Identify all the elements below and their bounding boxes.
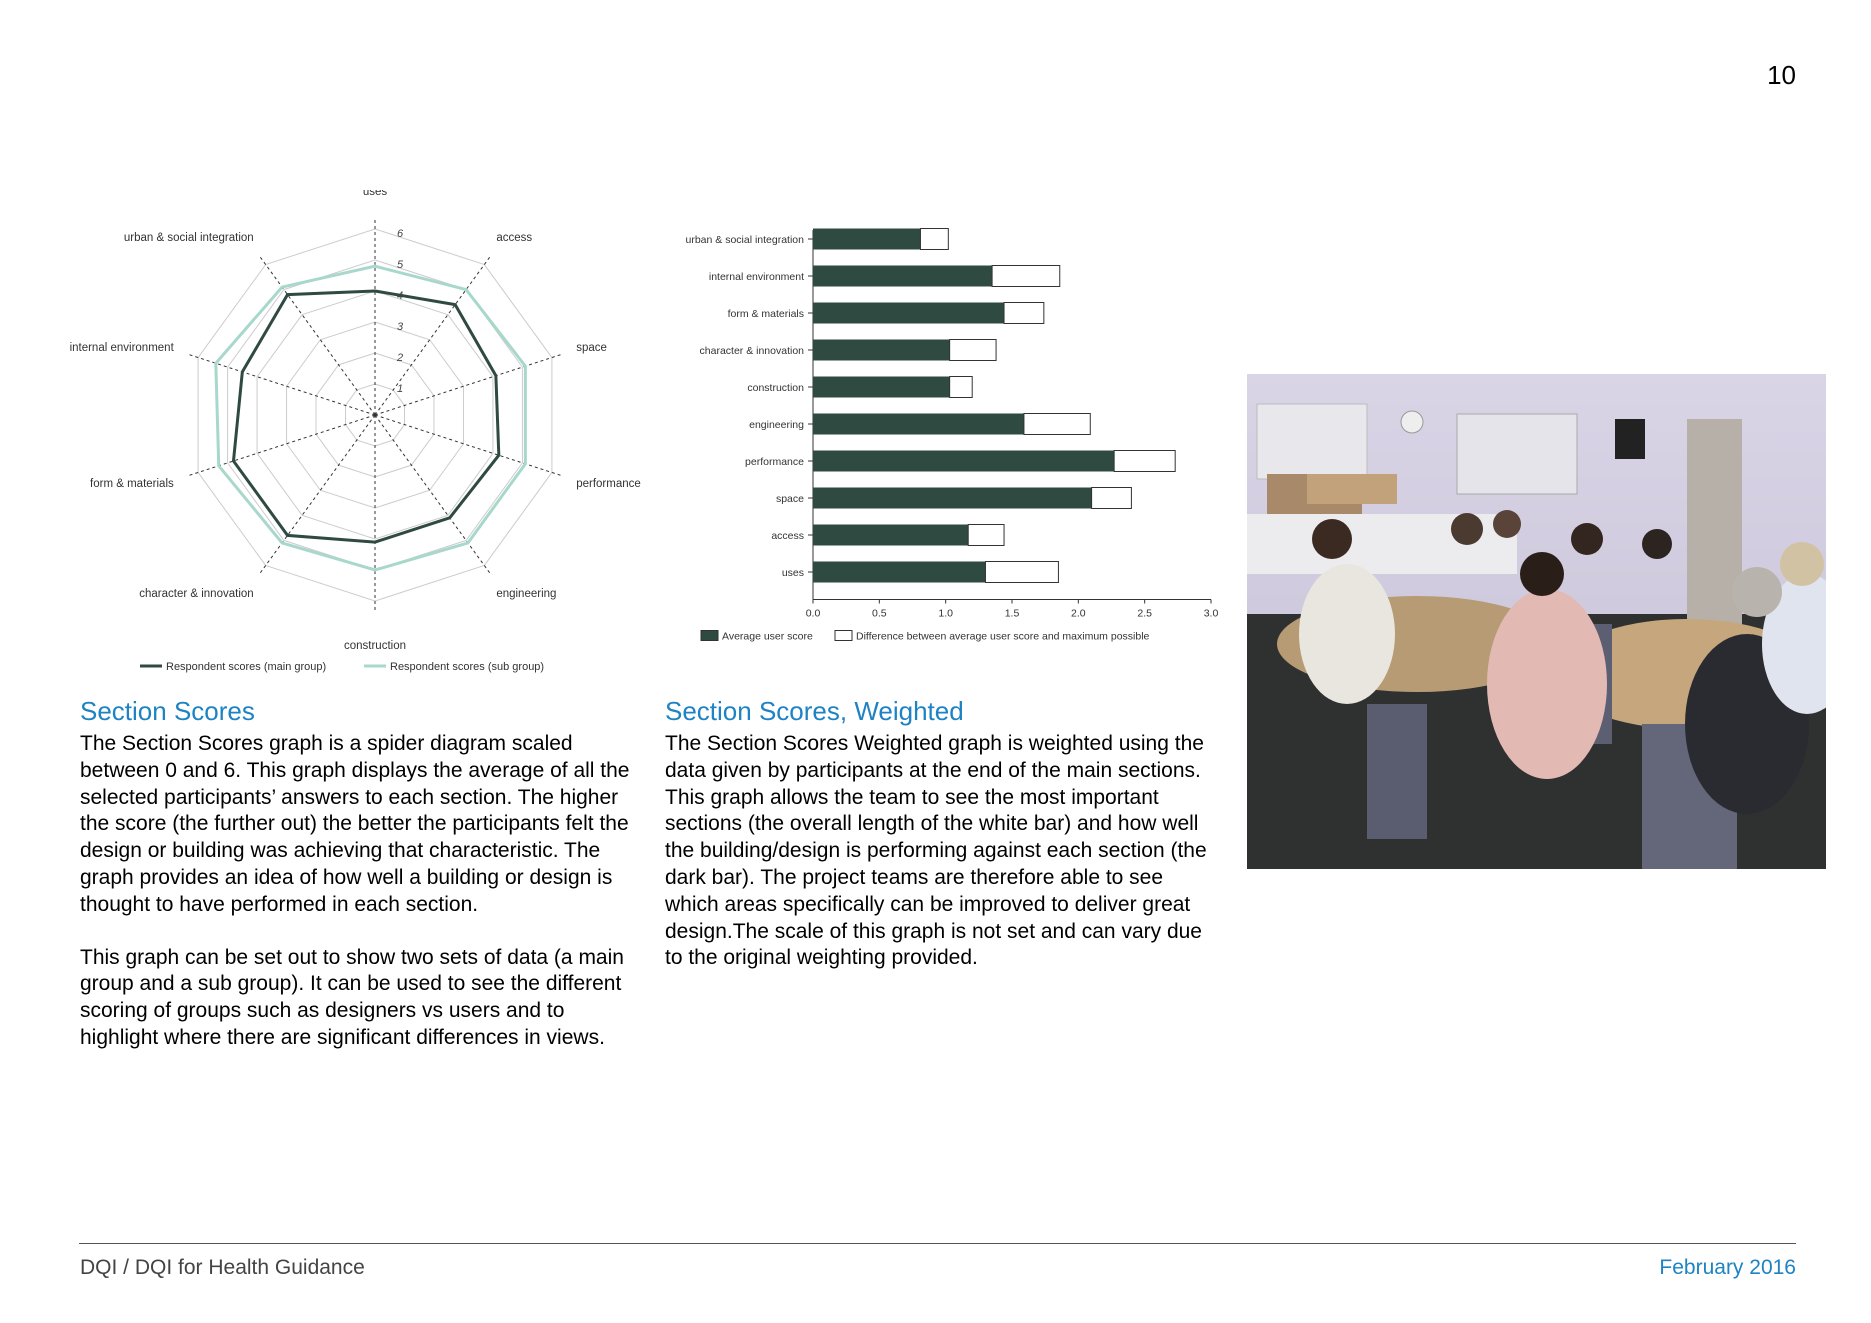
bar-category-label: construction <box>747 382 804 394</box>
bar-category-label: uses <box>781 567 804 579</box>
bar-category-label: engineering <box>749 419 804 431</box>
section-scores-weighted-title: Section Scores, Weighted <box>665 696 964 726</box>
footer-date: February 2016 <box>1659 1256 1796 1279</box>
radar-category-label: form & materials <box>90 477 174 490</box>
bar-legend-swatch <box>701 631 718 641</box>
radar-tick-label: 4 <box>397 290 404 302</box>
section-scores-paragraph-2: This graph can be set out to show two sets of data (a main group and a sub group). It can be used to see the different scoring of groups such as designers vs users and to highlight where there are significant differences in views. <box>80 945 624 1049</box>
radar-category-label: urban & social integration <box>123 232 254 245</box>
bar-average-score <box>813 414 1024 435</box>
bar-difference-to-max <box>985 562 1058 583</box>
bar-x-tick-label: 2.0 <box>1071 607 1086 620</box>
bar-x-tick-label: 1.5 <box>1004 607 1020 620</box>
radar-legend-label: Respondent scores (main group) <box>166 661 327 673</box>
radar-category-label: character & innovation <box>139 587 254 600</box>
radar-category-label: uses <box>362 190 388 198</box>
bar-x-tick-label: 0.0 <box>805 607 821 620</box>
bar-average-score <box>813 562 985 583</box>
radar-category-label: performance <box>576 477 641 490</box>
bar-x-tick-label: 1.0 <box>938 607 953 620</box>
footer-rule <box>79 1243 1796 1244</box>
bar-category-label: space <box>775 493 804 505</box>
bar-average-score <box>813 340 950 361</box>
bar-category-label: urban & social integration <box>685 234 804 246</box>
section-scores-weighted-block <box>665 696 1220 972</box>
bar-difference-to-max <box>992 266 1060 287</box>
section-scores-weighted-paragraph-1: The Section Scores Weighted graph is weighted using the data given by participants at the end of the main sections. This graph allows the team to see the most important sections (the overall length of the white bar) and how well the building/design is performing against each section (the dark bar). The project teams are therefore able to see which areas specifically can be improved to deliver great design.The scale of this graph is not set and can vary due to the original weighting provided. <box>665 732 1207 970</box>
bar-category-label: form & materials <box>727 308 804 320</box>
section-scores-title: Section Scores <box>80 696 255 726</box>
radar-series-line <box>216 266 526 570</box>
radar-category-label: access <box>496 232 533 245</box>
bar-average-score <box>813 451 1114 472</box>
radar-series-line <box>233 291 498 542</box>
radar-category-label: engineering <box>496 587 557 600</box>
bar-difference-to-max <box>950 377 973 398</box>
weighted-bar-chart <box>660 220 1220 670</box>
bar-category-label: access <box>771 530 804 542</box>
bar-legend-label: Average user score <box>722 630 813 643</box>
radar-tick-label: 6 <box>397 228 404 240</box>
bar-difference-to-max <box>968 525 1004 546</box>
section-scores-block <box>80 696 635 1052</box>
radar-category-label: internal environment <box>69 342 174 355</box>
workshop-photo <box>1247 374 1826 869</box>
bar-x-tick-label: 2.5 <box>1137 607 1152 620</box>
radar-tick-label: 5 <box>397 259 404 271</box>
radar-spoke <box>260 415 375 574</box>
radar-chart <box>50 190 660 675</box>
bar-difference-to-max <box>1114 451 1175 472</box>
radar-category-label: construction <box>343 640 407 652</box>
radar-tick-label: 2 <box>397 352 404 364</box>
bar-category-label: performance <box>745 456 804 468</box>
bar-legend-swatch <box>835 631 852 641</box>
radar-category-label: space <box>576 342 607 355</box>
page-number: 10 <box>1767 60 1796 90</box>
bar-category-label: internal environment <box>708 271 804 283</box>
bar-difference-to-max <box>1092 488 1132 509</box>
bar-average-score <box>813 303 1004 324</box>
radar-tick-label: 3 <box>397 321 404 333</box>
radar-spoke <box>375 415 561 476</box>
bar-category-label: character & innovation <box>699 345 804 357</box>
bar-legend-label: Difference between average user score and maximum possible <box>856 630 1150 643</box>
radar-spoke <box>375 415 490 574</box>
bar-average-score <box>813 229 920 250</box>
bar-average-score <box>813 488 1092 509</box>
bar-average-score <box>813 266 992 287</box>
bar-x-tick-label: 3.0 <box>1203 607 1219 620</box>
radar-legend-label: Respondent scores (sub group) <box>390 661 545 673</box>
bar-difference-to-max <box>1024 414 1090 435</box>
footer-document-title: DQI / DQI for Health Guidance <box>80 1256 365 1279</box>
bar-x-tick-label: 0.5 <box>872 607 887 620</box>
bar-difference-to-max <box>920 229 948 250</box>
radar-tick-label: 1 <box>397 383 404 395</box>
bar-average-score <box>813 377 950 398</box>
bar-average-score <box>813 525 968 546</box>
bar-difference-to-max <box>950 340 996 361</box>
section-scores-paragraph-1: The Section Scores graph is a spider diagram scaled between 0 and 6. This graph displays the average of all the selected participants’ answers to each section. The higher the score (the further out) the better the participants felt the design or building was achieving that characteristic. The graph provides an idea of how well a building or design is thought to have performed in each section. <box>80 732 630 916</box>
bar-difference-to-max <box>1004 303 1044 324</box>
